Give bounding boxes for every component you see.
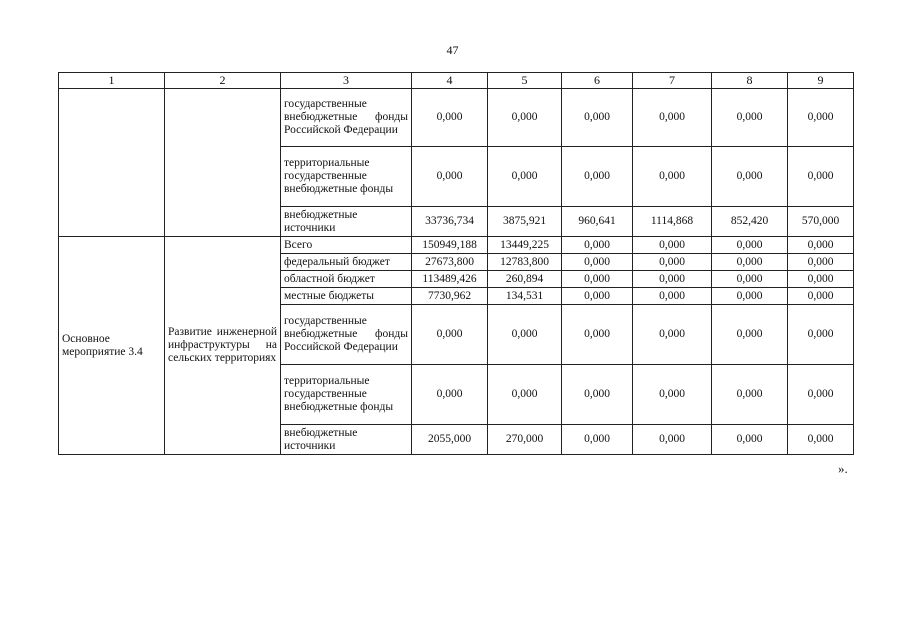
value-cell: 113489,426: [412, 271, 488, 288]
value-cell: 0,000: [788, 237, 854, 254]
funding-source: Всего: [281, 237, 412, 254]
value-cell: 0,000: [712, 425, 788, 455]
closing-quote-mark: ».: [838, 461, 848, 476]
funding-source: внебюджетные источники: [281, 207, 412, 237]
value-cell: 0,000: [788, 89, 854, 147]
value-cell: 134,531: [488, 288, 562, 305]
value-cell: 0,000: [633, 147, 712, 207]
value-cell: 0,000: [562, 365, 633, 425]
value-cell: 0,000: [562, 147, 633, 207]
funding-source: местные бюджеты: [281, 288, 412, 305]
value-cell: 0,000: [562, 271, 633, 288]
funding-source: государственные внебюджетные фонды Российской Федерации: [281, 89, 412, 147]
column-header: 2: [165, 73, 281, 89]
column-header: 8: [712, 73, 788, 89]
value-cell: 1114,868: [633, 207, 712, 237]
value-cell: 0,000: [712, 147, 788, 207]
value-cell: 3875,921: [488, 207, 562, 237]
description-cell-empty: [165, 89, 281, 237]
value-cell: 0,000: [562, 305, 633, 365]
table-row: [59, 237, 854, 254]
value-cell: 33736,734: [412, 207, 488, 237]
budget-table: [58, 72, 854, 455]
value-cell: 0,000: [412, 305, 488, 365]
value-cell: 0,000: [562, 89, 633, 147]
value-cell: 0,000: [488, 365, 562, 425]
value-cell: 852,420: [712, 207, 788, 237]
column-header: 1: [59, 73, 165, 89]
value-cell: 13449,225: [488, 237, 562, 254]
value-cell: 0,000: [633, 305, 712, 365]
value-cell: 0,000: [712, 254, 788, 271]
funding-source: государственные внебюджетные фонды Российской Федерации: [281, 305, 412, 365]
value-cell: 0,000: [633, 271, 712, 288]
value-cell: 270,000: [488, 425, 562, 455]
value-cell: 0,000: [633, 237, 712, 254]
value-cell: 0,000: [562, 254, 633, 271]
value-cell: 150949,188: [412, 237, 488, 254]
value-cell: 570,000: [788, 207, 854, 237]
value-cell: 0,000: [562, 237, 633, 254]
value-cell: 0,000: [712, 271, 788, 288]
value-cell: 0,000: [712, 89, 788, 147]
value-cell: 0,000: [633, 89, 712, 147]
column-header: 6: [562, 73, 633, 89]
value-cell: 0,000: [788, 305, 854, 365]
value-cell: 0,000: [633, 288, 712, 305]
column-header: 5: [488, 73, 562, 89]
value-cell: 0,000: [412, 147, 488, 207]
value-cell: 0,000: [788, 365, 854, 425]
column-header: 9: [788, 73, 854, 89]
page-number: 47: [446, 43, 459, 57]
funding-source: федеральный бюджет: [281, 254, 412, 271]
value-cell: 0,000: [488, 147, 562, 207]
table-row: [59, 89, 854, 147]
value-cell: 0,000: [712, 288, 788, 305]
funding-source: территориальные государственные внебюджетные фонды: [281, 365, 412, 425]
measure-description: Развитие инженерной инфраструктуры на сельских территориях: [165, 237, 281, 455]
value-cell: 0,000: [562, 288, 633, 305]
funding-source: областной бюджет: [281, 271, 412, 288]
value-cell: 0,000: [788, 254, 854, 271]
column-header: 4: [412, 73, 488, 89]
value-cell: 0,000: [788, 147, 854, 207]
measure-title: Основное мероприятие 3.4: [59, 237, 165, 455]
funding-source: территориальные государственные внебюджетные фонды: [281, 147, 412, 207]
value-cell: 0,000: [412, 89, 488, 147]
measure-cell-empty: [59, 89, 165, 237]
value-cell: 0,000: [488, 305, 562, 365]
value-cell: 0,000: [712, 237, 788, 254]
value-cell: 960,641: [562, 207, 633, 237]
column-header: 3: [281, 73, 412, 89]
value-cell: 12783,800: [488, 254, 562, 271]
value-cell: 27673,800: [412, 254, 488, 271]
value-cell: 0,000: [712, 305, 788, 365]
value-cell: 0,000: [633, 425, 712, 455]
value-cell: 0,000: [562, 425, 633, 455]
value-cell: 0,000: [633, 365, 712, 425]
value-cell: 0,000: [633, 254, 712, 271]
funding-source: внебюджетные источники: [281, 425, 412, 455]
value-cell: 0,000: [788, 425, 854, 455]
value-cell: 0,000: [788, 288, 854, 305]
value-cell: 0,000: [412, 365, 488, 425]
column-header: 7: [633, 73, 712, 89]
value-cell: 0,000: [712, 365, 788, 425]
value-cell: 260,894: [488, 271, 562, 288]
value-cell: 7730,962: [412, 288, 488, 305]
header-row: [59, 73, 854, 89]
value-cell: 2055,000: [412, 425, 488, 455]
value-cell: 0,000: [788, 271, 854, 288]
value-cell: 0,000: [488, 89, 562, 147]
